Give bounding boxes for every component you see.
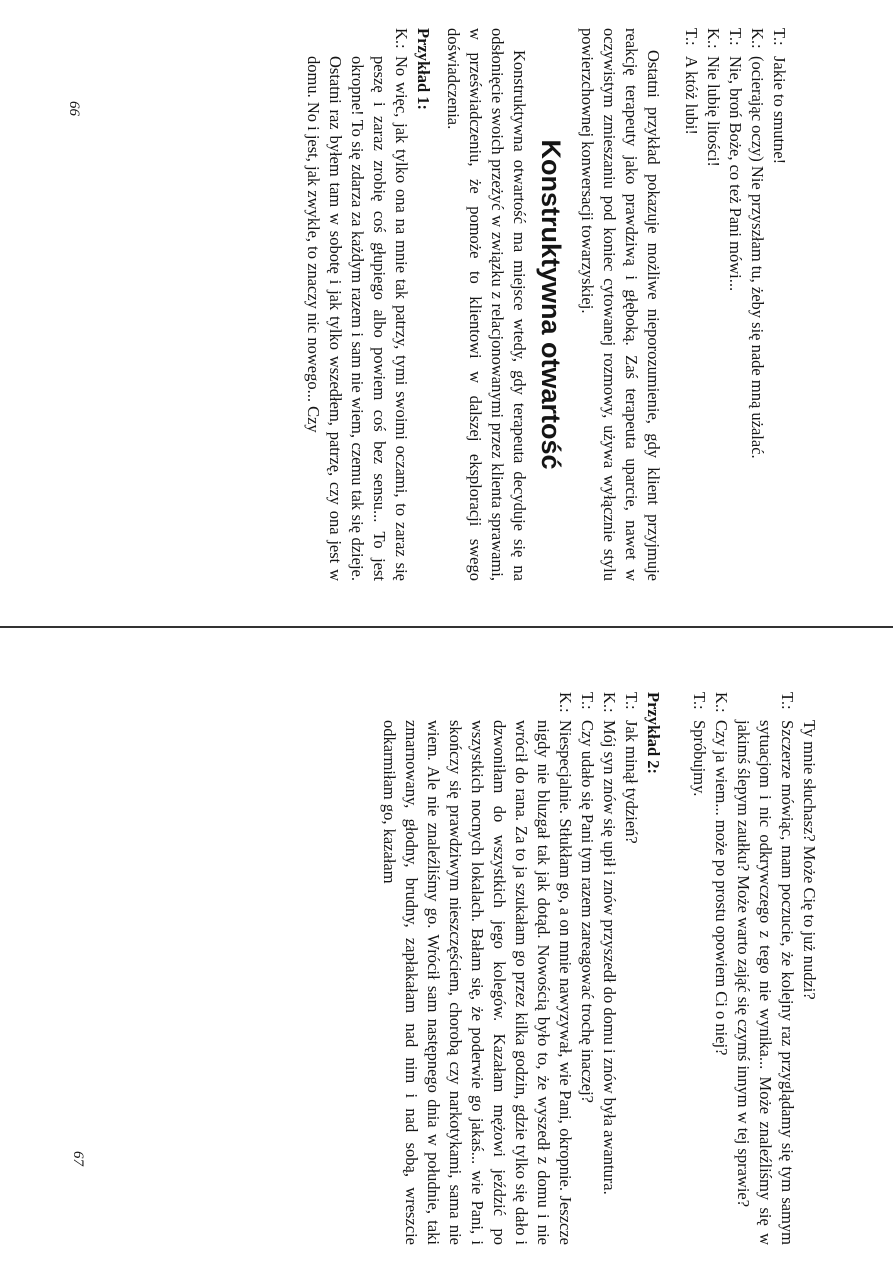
dialogue-line xyxy=(598,692,620,1245)
dialogue-text: (ocierając oczy) Nie przyszłam tu, żeby się nade mną użalać. xyxy=(748,56,767,459)
example-heading: Przykład 2: xyxy=(644,692,663,775)
dialogue-text: Jak minął tydzień? xyxy=(622,720,641,844)
dialogue-line xyxy=(302,28,412,581)
dialogue-text: Czy udało się Pani tym razem zareagować trochę inaczej? xyxy=(578,720,597,1103)
page-divider xyxy=(0,626,893,628)
dialogue-text: Czy ja wiem... może po prostu opowiem Ci o niej? xyxy=(712,720,731,1056)
page-number-right: 67 xyxy=(70,1151,86,1166)
section-title: Konstruktywna otwartość xyxy=(536,139,566,470)
speaker-label: T.: xyxy=(726,28,745,46)
page-67-content xyxy=(378,692,820,1245)
example-heading: Przykład 1: xyxy=(414,28,433,111)
speaker-label: K.: xyxy=(712,692,731,713)
dialogue-text: A któż lubi! xyxy=(682,56,701,135)
dialogue-line xyxy=(576,692,598,1245)
speaker-label: K.: xyxy=(556,692,575,713)
speaker-label: T.: xyxy=(778,692,797,710)
dialogue-line xyxy=(710,692,732,1245)
dialogue-line xyxy=(702,28,724,581)
speaker-label: K.: xyxy=(748,28,767,49)
dialogue-line xyxy=(620,692,642,1245)
continued-text: Ty mnie słuchasz? Może Cię to już nudzi? xyxy=(800,720,819,1000)
speaker-label: T.: xyxy=(690,692,709,710)
body-paragraph: Konstruktywna otwartość ma miejsce wtedy, gdy terapeuta decyduje się na odsłonięcie swoich przeżyć w związku z relacjonowanymi przez klienta sprawami, w przeświadczeniu, że pomoże to klientowi w dalszej eksploracji swego doświadczenia. xyxy=(444,28,529,581)
dialogue-text: Szczerze mówiąc, mam poczucie, że kolejny raz przyglądamy się tym samym sytuacjom i nic odkrywczego z tego nie wynika... Może znaleźliśmy się w jakimś ślepym zaułku? Może warto zająć się czymś innym w tej sprawie? xyxy=(734,720,797,1245)
dialogue-text: Nie lubię litości! xyxy=(704,56,723,167)
dialogue-line xyxy=(724,28,746,581)
dialogue-text: Nie, broń Boże, co też Pani mówi... xyxy=(726,56,745,292)
page-66 xyxy=(190,28,790,581)
speaker-label: T.: xyxy=(578,692,597,710)
page-number-left: 66 xyxy=(66,101,82,116)
dialogue-text: Jakie to smutne! xyxy=(770,56,789,165)
dialogue-line xyxy=(746,28,768,581)
dialogue-text: Spróbujmy. xyxy=(690,720,709,797)
speaker-label: T.: xyxy=(682,28,701,46)
speaker-label: K.: xyxy=(600,692,619,713)
speaker-label: T.: xyxy=(622,692,641,710)
dialogue-line xyxy=(688,692,710,1245)
dialogue-line xyxy=(680,28,702,581)
dialogue-line xyxy=(378,692,576,1245)
page-67 xyxy=(220,692,820,1245)
speaker-label: K.: xyxy=(392,28,411,49)
body-paragraph: Ostatni przykład pokazuje możliwe nieporozumienie, gdy klient przyjmuje reakcję terapeuty jako prawdziwą i głęboką. Zaś terapeuta uparcie, nawet w oczywistym zmieszaniu pod koniec cytowanej rozmowy, używa wyłącznie stylu powierzchownej konwersacji towarzyskiej. xyxy=(578,28,663,581)
speaker-label: K.: xyxy=(704,28,723,49)
dialogue-line xyxy=(732,692,798,1245)
page-66-content xyxy=(302,28,790,581)
dialogue-text: Mój syn znów się upił i znów przyszedł do domu i znów była awantura. xyxy=(600,720,619,1195)
dialogue-line xyxy=(768,28,790,581)
dialogue-text: Niespecjalnie. Stłukłam go, a on mnie nawyzywał, wie Pani, okropnie. Jeszcze nigdy nie bluzgał tak jak dotąd. Nowością było to, że wyszedł z domu i nie wrócił do rana. Za to ja szukałam go przez kilka godzin, gdzie tylko się dało i dzwoniłam do wszystkich jego kolegów. Kazałam mężowi jeździć po wszystkich nocnych lokalach. Bałam się, że poderwie go jakaś... wie Pani, i skończy się prawdziwym nieszczęściem, chorobą czy narkotykami, sama nie wiem. Ale nie znaleźliśmy go. Wrócił sam następnego dnia w południe, taki zmarnowany, głodny, brudny, zapłakałam nad nim i nad sobą, wreszcie odkarmiłam go, kazałam xyxy=(380,720,575,1245)
dialogue-text: No więc, jak tylko ona na mnie tak patrzy, tymi swoimi oczami, to zaraz się peszę i zaraz zrobię coś głupiego albo powiem coś bez sensu... To jest okropne! To się zdarza za każdym razem i sam nie wiem, czemu tak się dzieje. Ostatni raz byłem tam w sobotę i jak tylko wszedłem, patrzę, czy ona jest w domu. No i jest, jak zwykle, to znaczy nic nowego... Czy xyxy=(304,56,411,581)
speaker-label: T.: xyxy=(770,28,789,46)
